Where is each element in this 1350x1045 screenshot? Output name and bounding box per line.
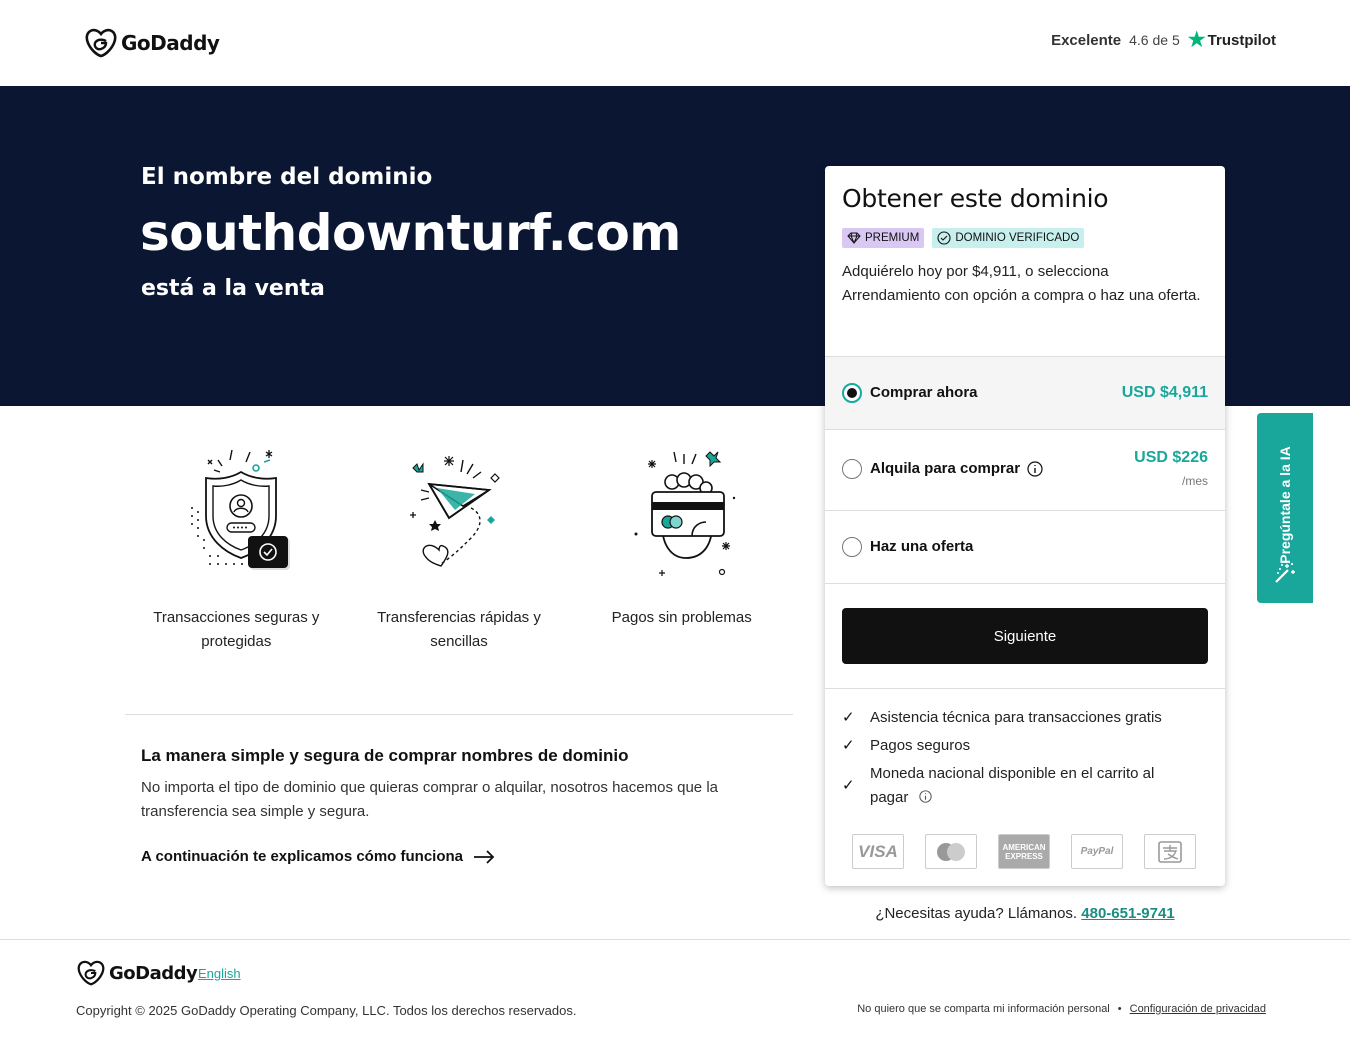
how-it-works-label: A continuación te explicamos cómo funciona <box>141 848 463 865</box>
card-divider <box>825 688 1225 689</box>
feature-secure <box>125 446 348 666</box>
option-label-wrap <box>870 460 1043 477</box>
benefits-list <box>842 706 1212 814</box>
benefit-item <box>842 762 1212 810</box>
hero-subtitle: está a la venta <box>141 276 325 301</box>
credit-card-hand-icon <box>622 446 742 576</box>
help-line <box>825 905 1225 922</box>
option-price: USD $226 <box>1134 449 1208 466</box>
paper-plane-icon <box>399 446 519 576</box>
do-not-share-link[interactable]: No quiero que se comparta mi información personal <box>857 1003 1110 1015</box>
phone-link[interactable]: 480-651-9741 <box>1081 905 1175 922</box>
ask-ai-tab[interactable] <box>1257 413 1313 603</box>
mastercard-icon <box>934 841 968 863</box>
benefit-text-wrap <box>870 762 1180 810</box>
checkmark-icon: ✓ <box>842 709 855 726</box>
premium-label: PREMIUM <box>865 232 920 244</box>
help-text: ¿Necesitas ayuda? Llámanos. <box>875 905 1078 922</box>
info-section <box>141 746 781 865</box>
visa-logo: VISA <box>852 834 904 869</box>
alipay-logo <box>1144 834 1196 869</box>
footer <box>0 939 1350 1045</box>
amex-logo: AMERICAN EXPRESS <box>998 834 1050 869</box>
info-body: No importa el tipo de dominio que quieras comprar o alquilar, nosotros hacemos que la transferencia sea simple y segura. <box>141 779 718 820</box>
ask-ai-label: Pregúntale a la IA <box>1277 446 1293 564</box>
info-title: La manera simple y segura de comprar nombres de dominio <box>141 746 629 765</box>
paypal-logo: PayPal <box>1071 834 1123 869</box>
footer-logo[interactable] <box>77 960 197 986</box>
options-bottom-border <box>825 583 1225 584</box>
radio-buy-now[interactable] <box>842 383 862 403</box>
benefit-text: Asistencia técnica para transacciones gratis <box>870 709 1162 726</box>
checkmark-icon: ✓ <box>842 777 855 794</box>
top-header <box>0 0 1350 86</box>
option-period: /mes <box>1181 474 1208 488</box>
bullet-separator: • <box>1117 1003 1122 1015</box>
feature-fast <box>348 446 571 666</box>
alipay-icon <box>1158 841 1182 863</box>
option-label: Haz una oferta <box>870 538 974 555</box>
star-icon: ★ <box>1187 29 1206 51</box>
purchase-card <box>825 166 1225 886</box>
option-label: Comprar ahora <box>870 384 978 401</box>
trustpilot-name: Trustpilot <box>1207 31 1276 49</box>
badges <box>842 228 1084 248</box>
magic-wand-icon <box>1273 561 1297 585</box>
next-button[interactable]: Siguiente <box>842 608 1208 664</box>
feature-caption: Transferencias rápidas y sencillas <box>377 609 541 650</box>
info-icon[interactable] <box>1027 461 1043 477</box>
verified-label: DOMINIO VERIFICADO <box>955 232 1080 244</box>
hero-pretitle: El nombre del dominio <box>141 164 433 190</box>
godaddy-logo-icon <box>77 960 105 986</box>
godaddy-logo-icon <box>85 28 117 58</box>
option-make-offer[interactable] <box>825 510 1225 583</box>
godaddy-logo[interactable] <box>85 28 219 58</box>
trustpilot-rating[interactable] <box>1051 30 1276 50</box>
trustpilot-logo <box>1188 30 1276 50</box>
check-circle-icon <box>937 231 951 245</box>
card-description: Adquiérelo hoy por $4,911, o selecciona Arrendamiento con opción a compra o haz una oferta. <box>842 263 1201 304</box>
benefit-text: Moneda nacional disponible en el carrito al pagar <box>870 765 1155 806</box>
option-price: USD $4,911 <box>1121 384 1208 401</box>
option-lease-to-own[interactable] <box>825 429 1225 510</box>
shield-icon <box>176 446 296 576</box>
section-divider <box>125 714 793 715</box>
features-row <box>125 446 793 666</box>
radio-lease[interactable] <box>842 459 862 479</box>
feature-caption: Transacciones seguras y protegidas <box>153 609 320 650</box>
language-link[interactable]: English <box>198 966 241 981</box>
radio-offer[interactable] <box>842 537 862 557</box>
how-it-works-link[interactable] <box>141 848 781 865</box>
verified-badge <box>932 228 1084 248</box>
privacy-links <box>857 1003 1266 1015</box>
benefit-item <box>842 734 1212 758</box>
privacy-settings-link[interactable]: Configuración de privacidad <box>1129 1003 1266 1015</box>
arrow-right-icon <box>473 850 495 864</box>
checkmark-icon: ✓ <box>842 737 855 754</box>
benefit-item <box>842 706 1212 730</box>
payment-logos <box>852 834 1196 869</box>
rating-label: Excelente <box>1051 31 1122 49</box>
footer-brand-name: GoDaddy <box>109 962 198 984</box>
option-buy-now[interactable] <box>825 356 1225 429</box>
feature-payments <box>570 446 793 666</box>
diamond-icon <box>847 232 861 244</box>
premium-badge <box>842 228 924 248</box>
feature-caption: Pagos sin problemas <box>611 609 752 626</box>
mastercard-logo <box>925 834 977 869</box>
domain-name: southdownturf.com <box>140 204 681 262</box>
rating-score: 4.6 de 5 <box>1129 32 1180 48</box>
copyright: Copyright © 2025 GoDaddy Operating Company, LLC. Todos los derechos reservados. <box>76 1003 577 1018</box>
info-icon[interactable] <box>919 790 932 803</box>
option-label: Alquila para comprar <box>870 460 1021 477</box>
benefit-text: Pagos seguros <box>870 737 971 754</box>
brand-name: GoDaddy <box>121 31 220 55</box>
card-title: Obtener este dominio <box>842 184 1109 213</box>
